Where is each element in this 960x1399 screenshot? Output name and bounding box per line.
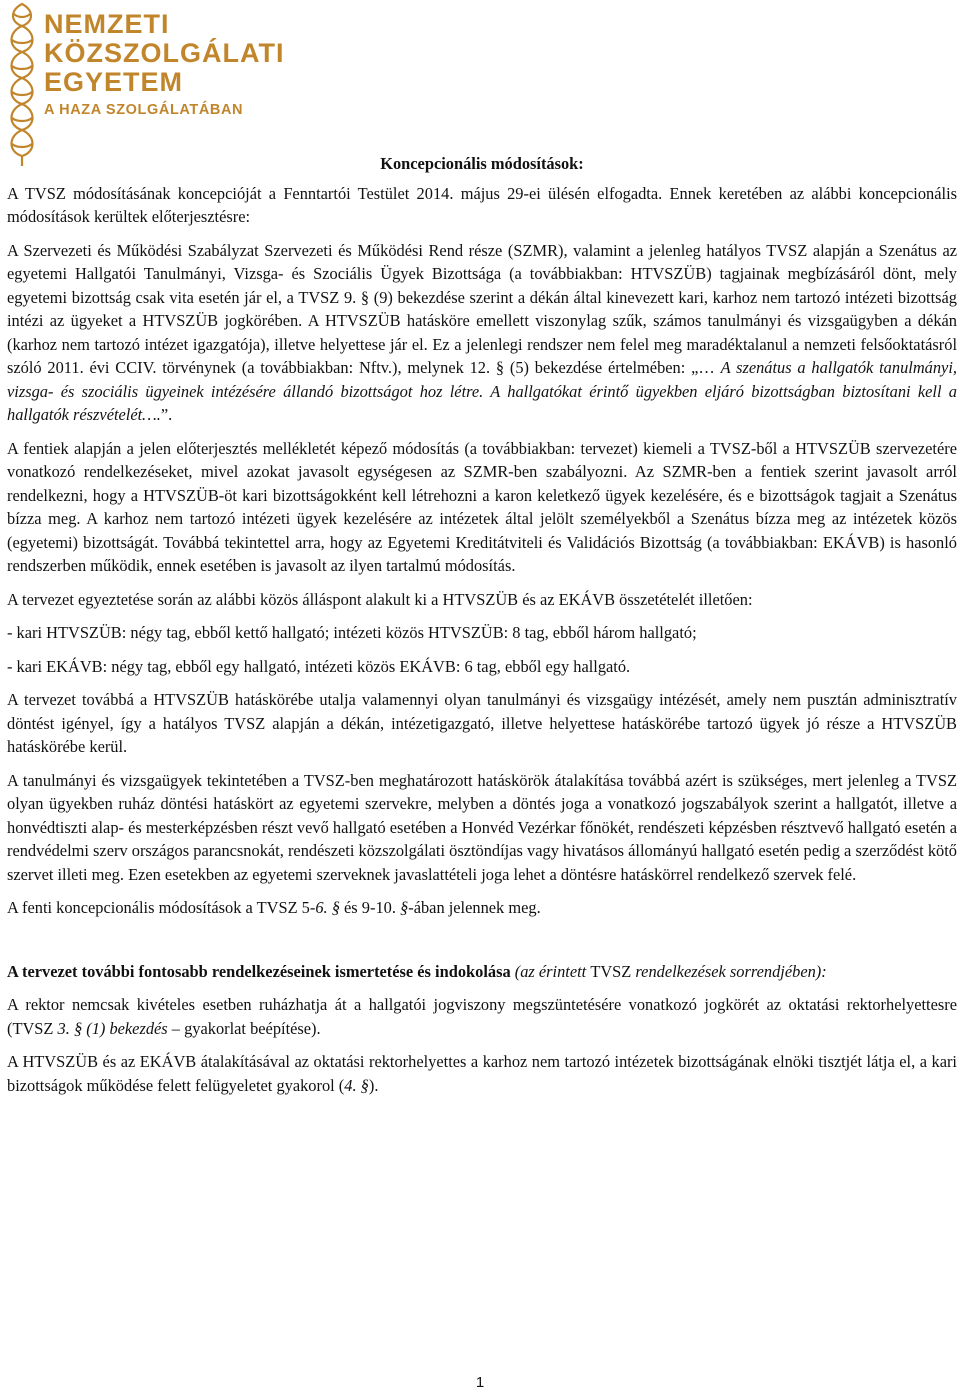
paragraph-2-text: A Szervezeti és Működési Szabályzat Szervezeti és Működési Rend része (SZMR), valamint a jelenleg hatályos TVSZ alapján a Szenátus az egyetemi Hallgatói Tanulmányi, Vizsga- és Szociális Ügyek Bizottsága (a továbbiakban: HTVSZÜB) tagjainak megbízásáról dönt, mely egyetemi bizottság csak vita esetén jár el, a TVSZ 9. § (9) bekezdése szerint a dékán által kinevezett kari, karhoz nem tartozó intézeti bizottság intézi az ügyeket a HTVSZÜB jogkörében. A HTVSZÜB hatásköre emellett viszonylag szűk, számos tanulmányi és vizsgaügyben a dékán (karhoz nem tartozó intézet igazgatója), illetve helyettese jár el. Ez a jelenlegi rendszer nem felel meg maradéktalanul a nemzeti felsőoktatásról szóló 2011. évi CCIV. törvénynek (a továbbiakban: Nftv.), melynek 12. § (5) bekezdése értelmében: „… bbox=[7, 240, 957, 377]
university-logo bbox=[2, 0, 285, 170]
section-heading-note-2: TVSZ bbox=[590, 961, 632, 981]
paragraph-9-e: -ában jelennek meg. bbox=[408, 898, 541, 917]
paragraph-12-b: 4. § bbox=[344, 1075, 369, 1095]
paragraph-11-a: A rektor nemcsak kivételes esetben ruházhatja át a hallgatói jogviszony megszüntetésére vonatkozó jogkörét az oktatási rektorhelyettesre (TVSZ bbox=[7, 995, 957, 1038]
paragraph-9-c: és 9-10. bbox=[339, 898, 401, 917]
paragraph-3: A fentiek alapján a jelen előterjesztés mellékletét képező módosítás (a továbbiakban: tervezet) kiemeli a TVSZ-ből a HTVSZÜB szervezetére vonatkozó rendelkezéseket, mivel azokat javasolt egységesen az SZMR-ben szabályozni. Az SZMR-ben a fentiek szerint javasolt arról rendelkezni, hogy a HTVSZÜB-öt kari bizottságokként kell létrehozni a karon keletkező ügyek kezelésére, és e bizottságok tagjait a Szenátus bízza meg. A karhoz nem tartozó intézeti ügyek kezelésére az intézetek által jelölt személyekből a Szenátus bízza meg az intézetek közös (egyetemi) bizottságát. Továbbá tekintettel arra, hogy az Egyetemi Kreditátviteli és Validációs Bizottság (a továbbiakban: EKÁVB) is hasonló rendszerben működik, ennek esetében is javasolt az ilyen tartalmú módosítás. bbox=[7, 438, 957, 575]
page-number: 1 bbox=[475, 1374, 485, 1391]
paragraph-9-b: 6. § bbox=[315, 898, 340, 917]
paragraph-9 bbox=[7, 896, 957, 920]
paragraph-8: A tanulmányi és vizsgaügyek tekintetében a TVSZ-ben meghatározott hatáskörök átalakítása továbbá azért is szükséges, mert jelenleg a TVSZ olyan ügyekben ruház döntési hatáskört az egyetemi szervekre, melyben a döntés joga a vonatkozó jogszabályok szerint a hallgatót, illetve a honvédtiszti alap- és mesterképzésben részt vevő hallgató esetében a Honvéd Vezérkar főnökét, rendészeti képzésben résztvevő hallgató esetén a rendvédelmi szerv országos parancsnokát, rendészeti közszolgálati ösztöndíjas vagy hivatásos állományú hallgató esetén pedig a szerződést kötő szervet illeti meg. Ezen esetekben az egyetemi szerveknek javaslattételi joga lehet a döntésre hatáskörrel rendelkező szervek felé. bbox=[7, 770, 957, 884]
section-heading bbox=[7, 960, 957, 984]
logo-tagline: A HAZA SZOLGÁLATÁBAN bbox=[44, 102, 244, 118]
paragraph-11-c: – gyakorlat beépítése). bbox=[167, 1018, 321, 1038]
logo-line-1: NEMZETI bbox=[44, 9, 170, 39]
paragraph-2-end: ”. bbox=[160, 405, 173, 424]
ornament-icon bbox=[2, 0, 42, 170]
paragraph-1-text: A TVSZ módosításának koncepcióját a Fenntartói Testület 2014. május 29-ei ülésén elfogadta. Ennek keretében az alábbi koncepcionális módosítások kerültek előterjesztésre: bbox=[7, 183, 957, 226]
paragraph-9-a: A fenti koncepcionális módosítások a TVSZ 5- bbox=[7, 898, 316, 917]
section-heading-bold: A tervezet további fontosabb rendelkezéseinek ismertetése és indokolása bbox=[7, 961, 511, 981]
logo-line-2: KÖZSZOLGÁLATI bbox=[44, 38, 285, 68]
paragraph-11-b: 3. § (1) bekezdés bbox=[57, 1018, 168, 1038]
paragraph-7: A tervezet továbbá a HTVSZÜB hatáskörébe utalja valamennyi olyan tanulmányi és vizsgaügy intézését, amely nem pusztán adminisztratív döntést igényel, így a hatályos TVSZ alapján a dékán, intézetigazgató, illetve helyettese hatáskörébe tartozó ügyek jó része a HTVSZÜB hatáskörébe kerül. bbox=[7, 690, 957, 756]
paragraph-2-quote: A szenátus a hallgatók tanulmányi, vizsga- és szociális ügyeinek intézésére állandó bizottságot hoz létre. A hallgatókat érintő ügyekben eljáró bizottságban biztosítani kell a hallgatók részvételét…. bbox=[7, 358, 957, 424]
document-body bbox=[7, 152, 957, 1097]
paragraph-5: - kari HTVSZÜB: négy tag, ebből kettő hallgató; intézeti közös HTVSZÜB: 8 tag, ebből három hallgató; bbox=[7, 623, 697, 642]
paragraph-1 bbox=[7, 182, 957, 229]
paragraph-12-a: A HTVSZÜB és az EKÁVB átalakításával az oktatási rektorhelyettes a karhoz nem tartozó intézetek bizottságának elnöki tisztjét látja el, a kari bizottságok működése felett felügyeletet gyakorol ( bbox=[7, 1052, 957, 1095]
paragraph-12 bbox=[7, 1050, 957, 1097]
paragraph-11 bbox=[7, 993, 957, 1040]
logo-line-3: EGYETEM bbox=[44, 67, 184, 97]
paragraph-6: - kari EKÁVB: négy tag, ebből egy hallgató, intézeti közös EKÁVB: 6 tag, ebből egy hallgató. bbox=[7, 656, 631, 676]
section-heading-note-3: rendelkezések sorrendjében): bbox=[631, 961, 827, 981]
paragraph-9-d: § bbox=[400, 898, 409, 917]
section-heading-note-1: (az érintett bbox=[510, 961, 591, 981]
paragraph-12-c: ). bbox=[368, 1075, 379, 1095]
paragraph-4: A tervezet egyeztetése során az alábbi közös álláspont alakult ki a HTVSZÜB és az EKÁVB összetételét illetően: bbox=[7, 589, 753, 609]
paragraph-2 bbox=[7, 239, 957, 427]
document-title: Koncepcionális módosítások: bbox=[380, 154, 584, 173]
